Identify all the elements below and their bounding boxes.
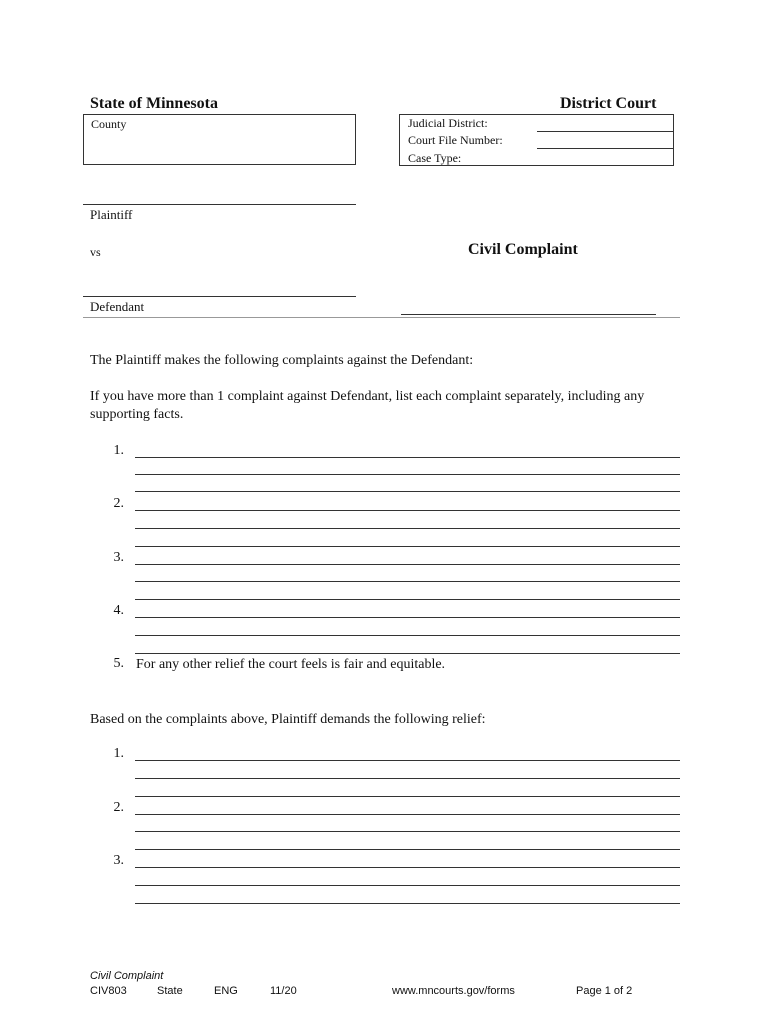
complaint-line[interactable]	[135, 528, 680, 529]
relief-intro-text: Based on the complaints above, Plaintiff demands the following relief:	[90, 712, 486, 727]
plaintiff-label: Plaintiff	[90, 207, 133, 222]
complaint-number: 3.	[113, 550, 124, 565]
footer-page-number: Page 1 of 2	[576, 985, 633, 997]
county-label: County	[91, 117, 127, 131]
complaint-line[interactable]	[135, 564, 680, 565]
complaint-line[interactable]	[135, 546, 680, 547]
signature-line[interactable]	[401, 314, 656, 315]
relief-line[interactable]	[135, 814, 680, 815]
complaint-line[interactable]	[135, 617, 680, 618]
relief-number: 2.	[113, 800, 124, 815]
relief-line[interactable]	[135, 867, 680, 868]
defendant-name-line[interactable]	[83, 296, 356, 297]
judicial-district-field[interactable]	[537, 131, 673, 132]
complaint-line[interactable]	[135, 457, 680, 458]
state-heading: State of Minnesota	[90, 95, 218, 112]
county-box[interactable]	[83, 114, 356, 165]
instructions-text: If you have more than 1 complaint against Defendant, list each complaint separately, including any supporting facts.	[90, 389, 645, 422]
other-relief-text: For any other relief the court feels is fair and equitable.	[136, 657, 446, 672]
footer-form-code: CIV803	[90, 985, 127, 997]
relief-line[interactable]	[135, 849, 680, 850]
plaintiff-name-line[interactable]	[83, 204, 356, 205]
relief-line[interactable]	[135, 778, 680, 779]
complaint-line[interactable]	[135, 510, 680, 511]
complaint-line[interactable]	[135, 581, 680, 582]
complaint-line[interactable]	[135, 599, 680, 600]
relief-line[interactable]	[135, 831, 680, 832]
footer-jurisdiction: State	[157, 985, 183, 997]
judicial-district-label: Judicial District:	[408, 116, 488, 130]
relief-number: 3.	[113, 853, 124, 868]
footer-language: ENG	[214, 985, 238, 997]
complaint-number: 1.	[113, 443, 124, 458]
complaint-line[interactable]	[135, 474, 680, 475]
relief-line[interactable]	[135, 796, 680, 797]
vs-label: vs	[90, 245, 101, 259]
footer-form-title: Civil Complaint	[90, 970, 164, 982]
court-file-number-field[interactable]	[537, 148, 673, 149]
relief-line[interactable]	[135, 760, 680, 761]
case-type-label: Case Type:	[408, 151, 462, 165]
complaint-line[interactable]	[135, 635, 680, 636]
court-heading: District Court	[560, 95, 657, 112]
complaint-number: 5.	[113, 656, 124, 671]
intro-text: The Plaintiff makes the following complaints against the Defendant:	[90, 353, 474, 368]
complaint-line[interactable]	[135, 491, 680, 492]
document-title: Civil Complaint	[468, 241, 578, 258]
complaint-line[interactable]	[135, 653, 680, 654]
complaint-number: 2.	[113, 496, 124, 511]
footer-revision: 11/20	[270, 985, 297, 997]
relief-line[interactable]	[135, 903, 680, 904]
court-file-number-label: Court File Number:	[408, 133, 503, 147]
relief-line[interactable]	[135, 885, 680, 886]
complaint-number: 4.	[113, 603, 124, 618]
defendant-label: Defendant	[90, 299, 145, 314]
relief-number: 1.	[113, 746, 124, 761]
header-divider	[83, 317, 680, 318]
case-info-box	[399, 114, 674, 166]
footer-url[interactable]: www.mncourts.gov/forms	[392, 985, 515, 997]
